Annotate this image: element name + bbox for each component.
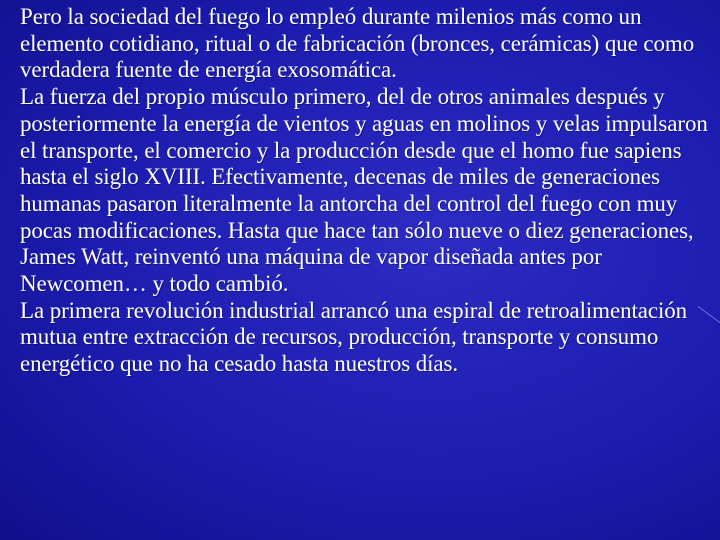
slide-text-body	[20, 4, 716, 378]
paragraph-muscle-energy: La fuerza del propio músculo primero, del de otros animales después y posteriormente la energía de vientos y aguas en molinos y velas impulsaron el transporte, el comercio y la producción desde que el homo fue sapiens hasta el siglo XVIII. Efectivamente, decenas de miles de generaciones humanas pasaron literalmente la antorcha del control del fuego con muy pocas modificaciones. Hasta que hace tan sólo nueve o diez generaciones, James Watt, reinventó una máquina de vapor diseñada antes por Newcomen… y todo cambió.	[20, 84, 708, 297]
paragraph-industrial-revolution: La primera revolución industrial arrancó una espiral de retroalimentación mutua entre extracción de recursos, producción, transporte y consumo energético que no ha cesado hasta nuestros días.	[20, 297, 688, 377]
paragraph-fire-society: Pero la sociedad del fuego lo empleó durante milenios más como un elemento cotidiano, ritual o de fabricación (bronces, cerámicas) que como verdadera fuente de energía exosomática.	[20, 4, 695, 83]
